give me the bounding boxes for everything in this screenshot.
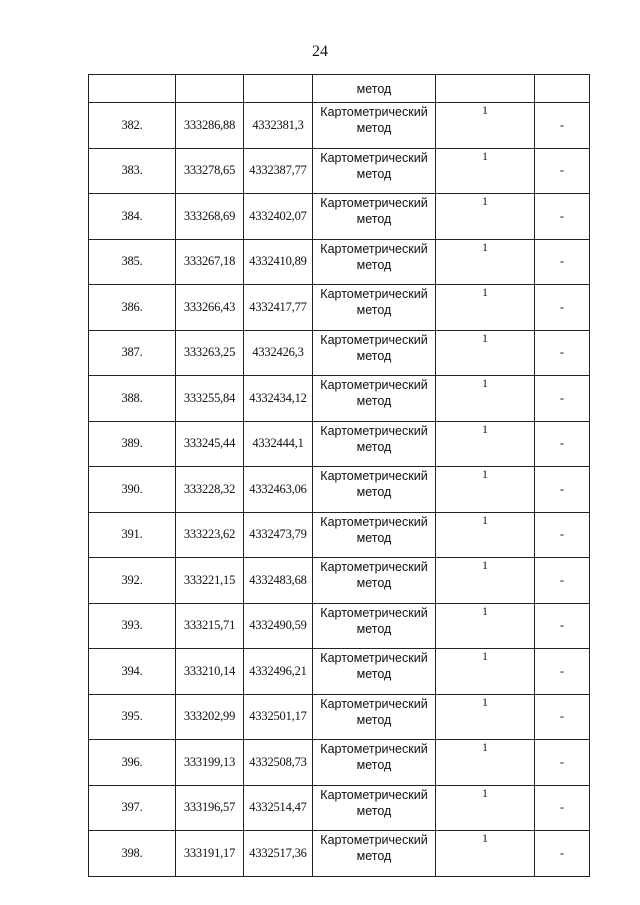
note-cell: -	[535, 512, 590, 558]
point-number-cell: 398.	[89, 831, 176, 877]
point-number-cell: 388.	[89, 376, 176, 422]
note-cell: -	[535, 603, 590, 649]
accuracy-cell: 1	[436, 194, 535, 240]
accuracy-cell: 1	[436, 148, 535, 194]
note-cell: -	[535, 831, 590, 877]
point-number-cell: 396.	[89, 740, 176, 786]
y-coordinate-cell: 4332496,21	[244, 649, 313, 695]
y-coordinate-cell: 4332387,77	[244, 148, 313, 194]
y-coordinate-cell: 4332473,79	[244, 512, 313, 558]
note-cell: -	[535, 239, 590, 285]
method-cell	[313, 376, 436, 422]
method-cell	[313, 421, 436, 467]
method-cell	[313, 239, 436, 285]
method-text: Картометрический метод	[320, 423, 428, 454]
method-cell	[313, 558, 436, 604]
table-row	[89, 694, 590, 740]
y-coordinate-cell: 4332410,89	[244, 239, 313, 285]
table-row	[89, 649, 590, 695]
method-text: Картометрический метод	[320, 833, 428, 863]
coordinates-table	[88, 74, 590, 877]
table-row	[89, 103, 590, 149]
note-cell: -	[535, 285, 590, 331]
y-coordinate-cell: 4332417,77	[244, 285, 313, 331]
note-cell: -	[535, 558, 590, 604]
note-cell: -	[535, 467, 590, 513]
x-coordinate-cell: 333202,99	[176, 694, 244, 740]
method-text: Картометрический метод	[320, 742, 428, 772]
point-number-cell: 382.	[89, 103, 176, 149]
point-number-cell: 386.	[89, 285, 176, 331]
x-cell	[176, 75, 244, 103]
accuracy-cell: 1	[436, 421, 535, 467]
y-coordinate-cell: 4332444,1	[244, 421, 313, 467]
note-cell: -	[535, 649, 590, 695]
method-text: Картометрический метод	[320, 332, 428, 363]
x-coordinate-cell: 333263,25	[176, 330, 244, 376]
table-row	[89, 421, 590, 467]
x-coordinate-cell: 333210,14	[176, 649, 244, 695]
x-coordinate-cell: 333228,32	[176, 467, 244, 513]
accuracy-cell: 1	[436, 103, 535, 149]
y-coordinate-cell: 4332514,47	[244, 785, 313, 831]
accuracy-cell: 1	[436, 512, 535, 558]
accuracy-cell: 1	[436, 558, 535, 604]
method-cell	[313, 148, 436, 194]
table-row	[89, 194, 590, 240]
table-row	[89, 831, 590, 877]
point-number-cell: 391.	[89, 512, 176, 558]
method-text: Картометрический метод	[320, 651, 428, 681]
table-row	[89, 785, 590, 831]
accuracy-cell: 1	[436, 467, 535, 513]
y-coordinate-cell: 4332381,3	[244, 103, 313, 149]
method-text: Картометрический метод	[320, 105, 428, 135]
page-number: 24	[312, 43, 328, 60]
accuracy-cell: 1	[436, 376, 535, 422]
accuracy-cell: 1	[436, 649, 535, 695]
y-coordinate-cell: 4332426,3	[244, 330, 313, 376]
x-coordinate-cell: 333268,69	[176, 194, 244, 240]
method-text: Картометрический метод	[320, 605, 428, 636]
point-number-cell: 383.	[89, 148, 176, 194]
note-cell: -	[535, 194, 590, 240]
method-cell	[313, 330, 436, 376]
point-number-cell: 394.	[89, 649, 176, 695]
accuracy-cell: 1	[436, 694, 535, 740]
method-cell	[313, 649, 436, 695]
method-text: Картометрический метод	[320, 696, 428, 727]
method-cell	[313, 603, 436, 649]
continuation-row	[89, 75, 590, 103]
accuracy-cell: 1	[436, 740, 535, 786]
y-coordinate-cell: 4332434,12	[244, 376, 313, 422]
accuracy-cell: 1	[436, 831, 535, 877]
point-number-cell: 385.	[89, 239, 176, 285]
table-row	[89, 285, 590, 331]
y-coordinate-cell: 4332463,06	[244, 467, 313, 513]
note-cell: -	[535, 421, 590, 467]
method-text: Картометрический метод	[320, 787, 428, 818]
x-coordinate-cell: 333223,62	[176, 512, 244, 558]
note-cell: -	[535, 740, 590, 786]
accuracy-cell	[436, 75, 535, 103]
method-cell: метод	[313, 75, 436, 103]
method-text: Картометрический метод	[320, 196, 428, 226]
x-coordinate-cell: 333267,18	[176, 239, 244, 285]
y-coordinate-cell: 4332508,73	[244, 740, 313, 786]
method-cell	[313, 785, 436, 831]
x-coordinate-cell: 333215,71	[176, 603, 244, 649]
table-row	[89, 603, 590, 649]
note-cell: -	[535, 376, 590, 422]
y-coordinate-cell: 4332483,68	[244, 558, 313, 604]
method-text: Картометрический метод	[320, 378, 428, 408]
method-text: Картометрический метод	[320, 469, 428, 499]
table-row	[89, 148, 590, 194]
note-cell: -	[535, 103, 590, 149]
point-number-cell: 387.	[89, 330, 176, 376]
method-cell	[313, 103, 436, 149]
method-text: Картометрический метод	[320, 560, 428, 590]
point-number-cell: 397.	[89, 785, 176, 831]
x-coordinate-cell: 333221,15	[176, 558, 244, 604]
y-coordinate-cell: 4332490,59	[244, 603, 313, 649]
method-cell	[313, 194, 436, 240]
table-row	[89, 558, 590, 604]
x-coordinate-cell: 333278,65	[176, 148, 244, 194]
table-row	[89, 467, 590, 513]
point-number-cell: 393.	[89, 603, 176, 649]
x-coordinate-cell: 333286,88	[176, 103, 244, 149]
table-row	[89, 512, 590, 558]
table-row	[89, 239, 590, 285]
x-coordinate-cell: 333266,43	[176, 285, 244, 331]
x-coordinate-cell: 333199,13	[176, 740, 244, 786]
x-coordinate-cell: 333245,44	[176, 421, 244, 467]
method-text: Картометрический метод	[320, 287, 428, 317]
method-cell	[313, 467, 436, 513]
x-coordinate-cell: 333191,17	[176, 831, 244, 877]
method-cell	[313, 512, 436, 558]
note-cell: -	[535, 694, 590, 740]
point-number-cell: 392.	[89, 558, 176, 604]
num-cell	[89, 75, 176, 103]
table-row	[89, 376, 590, 422]
y-coordinate-cell: 4332517,36	[244, 831, 313, 877]
point-number-cell: 389.	[89, 421, 176, 467]
method-cell	[313, 285, 436, 331]
note-cell	[535, 75, 590, 103]
accuracy-cell: 1	[436, 285, 535, 331]
method-cell	[313, 740, 436, 786]
method-text: Картометрический метод	[320, 514, 428, 545]
table-row	[89, 330, 590, 376]
method-text: Картометрический метод	[320, 150, 428, 181]
accuracy-cell: 1	[436, 330, 535, 376]
note-cell: -	[535, 785, 590, 831]
table-row	[89, 740, 590, 786]
y-coordinate-cell: 4332402,07	[244, 194, 313, 240]
y-coordinate-cell: 4332501,17	[244, 694, 313, 740]
point-number-cell: 390.	[89, 467, 176, 513]
x-coordinate-cell: 333196,57	[176, 785, 244, 831]
accuracy-cell: 1	[436, 603, 535, 649]
method-text: Картометрический метод	[320, 241, 428, 272]
accuracy-cell: 1	[436, 785, 535, 831]
note-cell: -	[535, 330, 590, 376]
accuracy-cell: 1	[436, 239, 535, 285]
point-number-cell: 395.	[89, 694, 176, 740]
note-cell: -	[535, 148, 590, 194]
y-cell	[244, 75, 313, 103]
method-cell	[313, 831, 436, 877]
method-cell	[313, 694, 436, 740]
x-coordinate-cell: 333255,84	[176, 376, 244, 422]
point-number-cell: 384.	[89, 194, 176, 240]
